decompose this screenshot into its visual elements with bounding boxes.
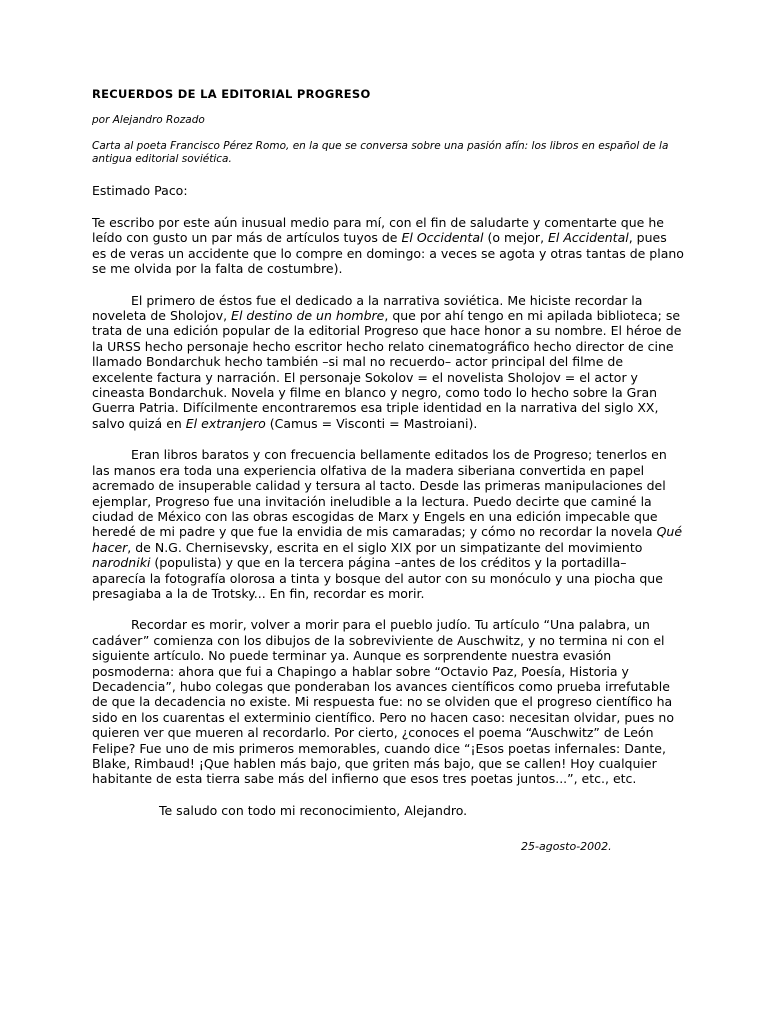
document-title: RECUERDOS DE LA EDITORIAL PROGRESO [92,87,371,101]
document-subtitle: Carta al poeta Francisco Pérez Romo, en la que se conversa sobre una pasión afín: los libros en español de la antigua editorial soviética. [92,140,669,165]
paragraph-3-italic-b: narodniki [92,555,151,571]
paragraph-2-text-b: , que por ahí tengo en mi apilada biblioteca; se trata de una edición popular de la editorial Progreso que hace honor a su nombre. El héroe de la URSS hecho personaje hecho escritor hecho relato cinematográfico hecho director de cine llamado Bondarchuk hecho también –si mal no recuerdo– actor principal del filme de excelente factura y narración. El personaje Sokolov = el novelista Sholojov = el actor y cineasta Bondarchuk. Novela y filme en blanco y negro, como todo lo hecho sobre la Gran Guerra Patria. Difícilmente encontraremos esa triple identidad en la narrativa del siglo XX, salvo quizá en [92,308,682,431]
paragraph-4: Recordar es morir, volver a morir para el pueblo judío. Tu artículo “Una palabra, un cadáver” comienza con los dibujos de la sobreviviente de Auschwitz, y no termina ni con el siguiente artículo. No puede terminar ya. Aunque es sorprendente nuestra evasión posmoderna: ahora que fui a Chapingo a hablar sobre “Octavio Paz, Poesía, Historia y Decadencia”, hubo colegas que ponderaban los avances científicos como prueba irrefutable de que la decadencia no existe. Mi respuesta fue: no se olviden que el progreso científico ha sido en los cuarentas el exterminio científico. Pero no hacen caso: necesitan olvidar, pues no quieren ver que mueren al recordarlo. Por cierto, ¿conoces el poema “Auschwitz” de León Felipe? Fue uno de mis primeros memorables, cuando dice “¡Esos poetas infernales: Dante, Blake, Rimbaud! ¡Que hablen más bajo, que griten más bajo, que se callen! Hoy cualquier habitante de esta tierra sabe más del infierno que esos tres poetas juntos...”, etc., etc. [92,617,674,787]
paragraph-1-text-b: (o mejor, [483,230,549,246]
paragraph-2-italic-a: El destino de un hombre [231,308,385,324]
paragraph-2-italic-b: El extranjero [185,415,266,431]
paragraph-1-text-c: , pues es de veras un accidente que lo compre en domingo: a veces se agota y otras tantas de plano se me olvida por la falta de costumbre). [92,230,684,277]
letter-date: 25-agosto-2002. [521,839,612,853]
paragraph-3-italic-a: Qué hacer [92,524,683,555]
paragraph-1-text-a: Te escribo por este aún inusual medio para mí, con el fin de saludarte y comentarte que he leído con gusto un par más de artículos tuyos de [92,215,664,246]
document-author: por Alejandro Rozado [92,114,205,126]
paragraph-1-italic-a: El Occidental [401,230,484,246]
paragraph-3-text-c: (populista) y que en la tercera página –antes de los créditos y la portadilla– aparecía la fotografía olorosa a tinta y bosque del autor con su monóculo y una piocha que presagiaba a la de Trotsky... En fin, recordar es morir. [92,555,663,601]
paragraph-1 [92,215,684,277]
letter-closing: Te saludo con todo mi reconocimiento, Alejandro. [159,802,468,818]
letter-page [92,86,684,854]
paragraph-2 [92,293,684,432]
paragraph-3-text-b: , de N.G. Chernisevsky, escrita en el siglo XIX por un simpatizante del movimiento [127,539,643,555]
letter-salutation: Estimado Paco: [92,183,188,198]
paragraph-2-text-a: El primero de éstos fue el dedicado a la narrativa soviética. Me hiciste recordar la noveleta de Sholojov, [92,292,643,324]
paragraph-3 [92,447,684,601]
paragraph-3-text-a: Eran libros baratos y con frecuencia bellamente editados los de Progreso; tenerlos en las manos era toda una experiencia olfativa de la madera siberiana convertida en papel acremado de insuperable calidad y tersura al tacto. Desde las primeras manipulaciones del ejemplar, Progreso fue una invitación ineludible a la lectura. Puedo decirte que caminé la ciudad de México con las obras escogidas de Marx y Engels en una edición impecable que heredé de mi padre y que fue la envidia de mis camaradas; y cómo no recordar la novela [92,447,667,540]
paragraph-1-italic-b: El Accidental [548,230,629,246]
paragraph-2-text-c: (Camus = Visconti = Mastroiani). [265,415,478,431]
